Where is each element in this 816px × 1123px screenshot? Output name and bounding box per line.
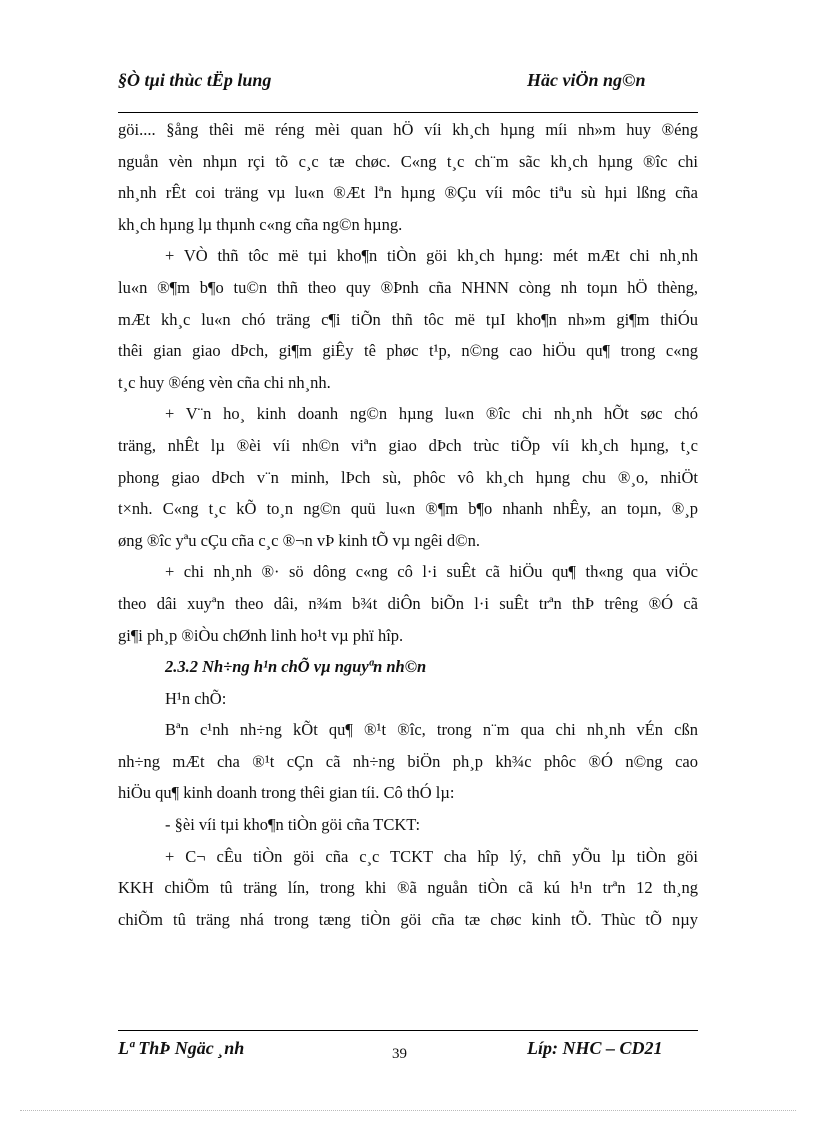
text-line: kh¸ch hµng lµ thµnh c«ng cña ng©n hµng. (118, 214, 403, 234)
text-line: t¸c huy ®éng vèn cña chi nh¸nh. (118, 372, 331, 392)
text-line: Bªn c¹nh nh÷ng kÕt qu¶ ®¹t ®îc, trong n¨m qua chi nh¸nh vÉn cßn (165, 720, 698, 740)
header-left-title: §Ò tµi thùc tËp lung (118, 70, 272, 90)
text-line: lu«n ®¶m b¶o tu©n thñ theo quy ®Þnh cña NHNN còng nh toµn hÖ thèng, (118, 277, 698, 297)
text-line: göi.... §ång thêi më réng mèi quan hÖ víi kh¸ch hµng míi nh»m huy ®éng (118, 120, 698, 139)
footer-rule (118, 1030, 698, 1031)
header-right-title: Häc viÖn ng©n (527, 70, 646, 90)
text-line: thêi gian giao dÞch, gi¶m giÊy tê phøc t¹p, n©ng cao hiÖu qu¶ trong c«ng (118, 341, 698, 361)
text-line: t×nh. C«ng t¸c kÕ to¸n ng©n quü lu«n ®¶m b¶o nhanh nhÊy, an toµn, ®¸p (118, 499, 698, 519)
text-line: + VÒ thñ tôc më tµi kho¶n tiÒn göi kh¸ch hµng: mét mÆt chi nh¸nh (165, 246, 698, 266)
footer-author: Lª ThÞ Ngäc ¸nh (118, 1038, 245, 1058)
text-line: nh÷ng mÆt cha ®¹t cÇn cã nh÷ng biÖn ph¸p kh¾c phôc ®Ó n©ng cao (118, 751, 698, 771)
text-line: nh¸nh rÊt coi träng vµ lu«n ®Æt lªn hµng ®Çu víi môc tiªu sù hµi lßng cña (118, 183, 698, 203)
text-line: KKH chiÕm tû träng lín, trong khi ®ã nguån tiÒn cã kú h¹n trªn 12 th¸ng (118, 878, 698, 898)
text-line: chiÕm tû träng nhá trong tæng tiÒn göi cña tæ chøc kinh tÕ. Thùc tÕ nµy (118, 909, 698, 929)
header-rule (118, 112, 698, 113)
text-line: + C¬ cÊu tiÒn göi cña c¸c TCKT cha hîp lý, chñ yÕu lµ tiÒn göi (165, 846, 698, 866)
section-heading: 2.3.2 Nh÷ng h¹n chÕ vµ nguyªn nh©n (165, 657, 427, 677)
text-line: - §èi víi tµi kho¶n tiÒn göi cña TCKT: (165, 815, 421, 835)
text-line: theo dâi xuyªn theo dâi, n¾m b¾t diÔn biÕn l·i suÊt trªn thÞ trêng ®Ó cã (118, 593, 698, 613)
text-line: gi¶i ph¸p ®iÒu chØnh linh ho¹t vµ phï hîp. (118, 625, 404, 645)
text-line: + chi nh¸nh ®· sö dông c«ng cô l·i suÊt cã hiÖu qu¶ th«ng qua viÖc (165, 562, 698, 582)
text-line: hiÖu qu¶ kinh doanh trong thêi gian tíi. Cô thÓ lµ: (118, 783, 455, 803)
text-line: øng ®îc yªu cÇu cña c¸c ®¬n vÞ kinh tÕ vµ ngêi d©n. (118, 530, 481, 550)
text-line: + V¨n ho¸ kinh doanh ng©n hµng lu«n ®îc chi nh¸nh hÕt søc chó (165, 404, 698, 424)
text-line: H¹n chÕ: (165, 688, 227, 708)
text-line: phong giao dÞch v¨n minh, lÞch sù, phôc vô kh¸ch hµng chu ®¸o, nhiÖt (118, 467, 698, 487)
text-line: nguån vèn nhµn rçi tõ c¸c tæ chøc. C«ng t¸c ch¨m sãc kh¸ch hµng ®îc chi (118, 151, 698, 171)
footer-class: Líp: NHC – CD21 (527, 1038, 663, 1058)
text-line: träng, nhÊt lµ ®èi víi nh©n viªn giao dÞch trùc tiÕp víi kh¸ch hµng, t¸c (118, 435, 698, 455)
text-line: mÆt kh¸c lu«n chó träng c¶i tiÕn thñ tôc më tµI kho¶n nh»m gi¶m thiÓu (118, 309, 698, 329)
body-text (118, 114, 698, 935)
page-number: 39 (392, 1046, 407, 1062)
page-edge-dotted-line (20, 1110, 796, 1111)
